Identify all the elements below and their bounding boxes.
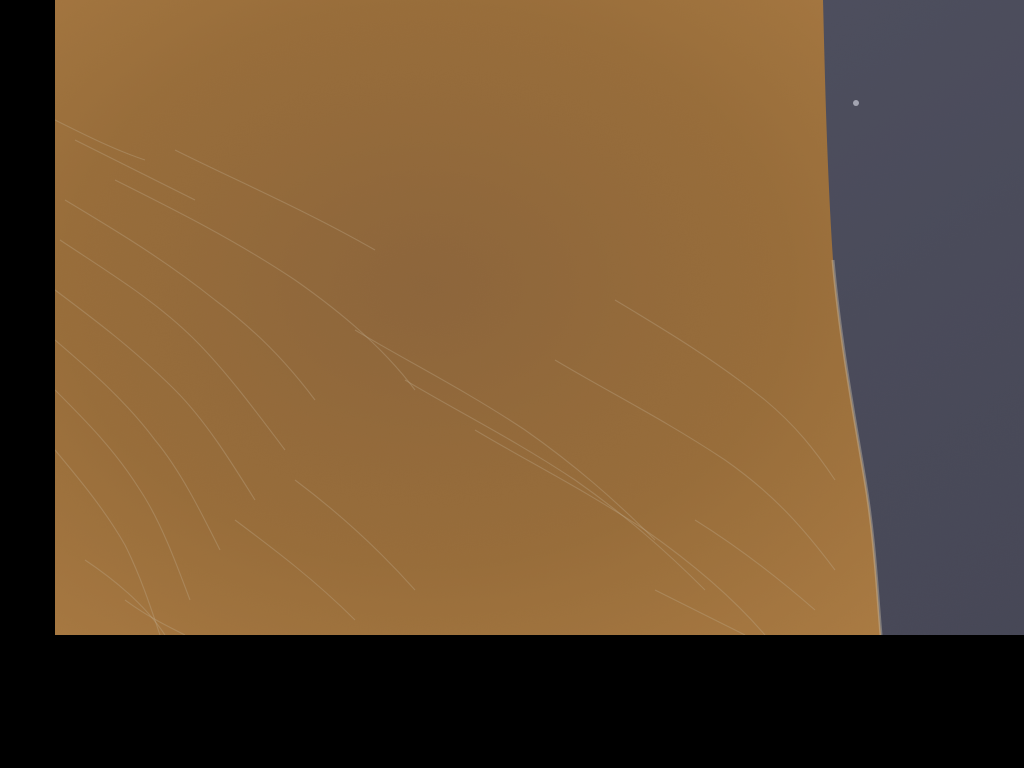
noise-overlay: [55, 0, 1024, 635]
photo-svg: [55, 0, 1024, 635]
bottom-letterbox-bar: [0, 635, 1024, 768]
left-letterbox-bar: [0, 0, 55, 635]
photo: [55, 0, 1024, 635]
